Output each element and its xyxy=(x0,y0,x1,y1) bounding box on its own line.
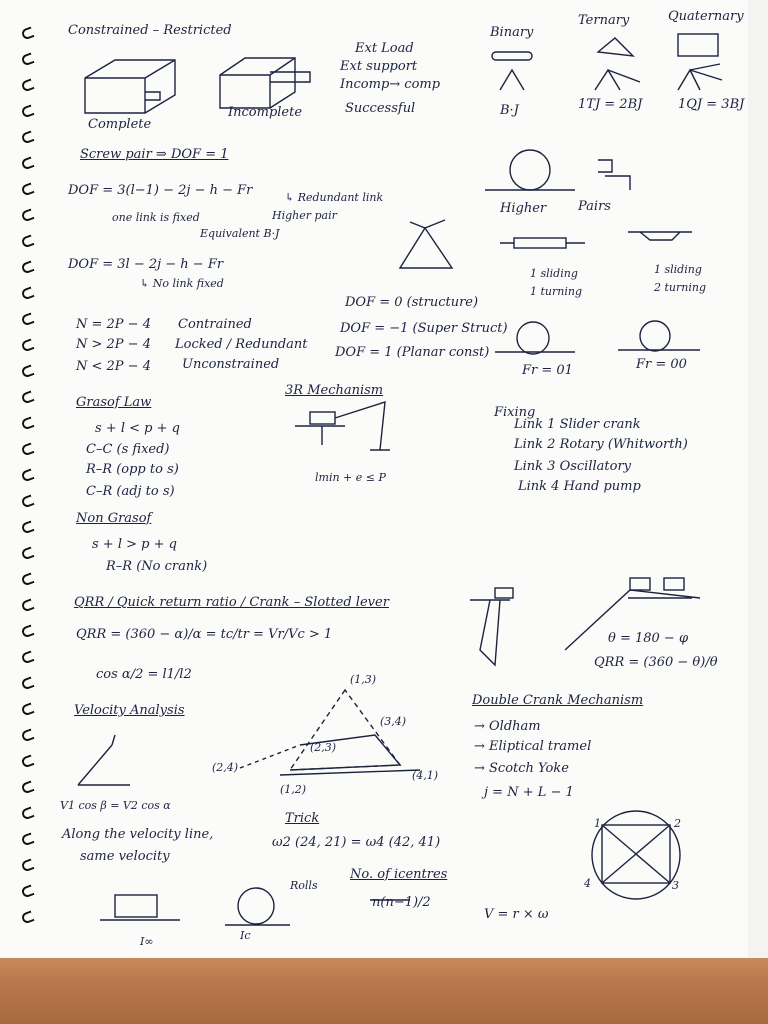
cr-case: C–R (adj to s) xyxy=(86,484,175,499)
rr-no-crank: R–R (No crank) xyxy=(106,559,208,574)
along-velocity-line: Along the velocity line, xyxy=(62,827,214,842)
no-link-fixed: ↳ No link fixed xyxy=(140,277,224,290)
rolls-label: Rolls xyxy=(290,879,318,892)
icentre-23: (2,3) xyxy=(310,741,337,754)
no-of-icentres: No. of icentres xyxy=(350,867,448,882)
ternary-equivalence: 1TJ = 2BJ xyxy=(578,97,643,112)
fixing-heading: Fixing xyxy=(494,405,536,420)
grasof-condition: s + l < p + q xyxy=(95,421,180,436)
non-grasof-condition: s + l > p + q xyxy=(92,537,177,552)
j-equation: j = N + L − 1 xyxy=(484,785,574,800)
n-eq-1: N = 2P − 4 xyxy=(76,317,151,332)
non-grasof-heading: Non Grasof xyxy=(76,511,152,526)
qrr-equation: QRR = (360 − α)/α = tc/tr = Vr/Vc > 1 xyxy=(76,627,333,642)
qrr-equation-2: QRR = (360 − θ)/θ xyxy=(594,655,718,670)
icentre-24: (2,4) xyxy=(212,761,239,774)
ternary-label: Ternary xyxy=(578,13,630,28)
corner-3: 3 xyxy=(672,879,679,892)
sliding-1: 1 sliding xyxy=(530,267,578,280)
incomp-comp: Incomp→ comp xyxy=(340,77,441,92)
velocity-heading: Velocity Analysis xyxy=(74,703,185,718)
v-equation: V = r × ω xyxy=(484,907,549,922)
scotch-yoke: → Scotch Yoke xyxy=(474,761,569,776)
equivalent-bj: Equivalent B·J xyxy=(200,227,280,240)
turning-2: 2 turning xyxy=(654,281,706,294)
same-velocity: same velocity xyxy=(80,849,170,864)
corner-4: 4 xyxy=(584,877,591,890)
ext-support: Ext support xyxy=(340,59,418,74)
link4-inversion: Link 4 Hand pump xyxy=(518,479,641,494)
cos-equation: cos α/2 = l1/l2 xyxy=(96,667,192,682)
successful: Successful xyxy=(345,101,416,116)
cc-case: C–C (s fixed) xyxy=(86,442,170,457)
wooden-table xyxy=(0,958,768,1024)
bj-label: B·J xyxy=(500,103,519,118)
icentre-13: (1,3) xyxy=(350,673,377,686)
sliding-2: 1 sliding xyxy=(654,263,702,276)
constrained-label: Contrained xyxy=(178,317,252,332)
i-infinity: I∞ xyxy=(140,935,154,948)
dof-formula-1: DOF = 3(l−1) − 2j − h − Fr xyxy=(68,183,253,198)
corner-1: 1 xyxy=(594,817,601,830)
n-eq-3: N < 2P − 4 xyxy=(76,359,151,374)
velocity-cos-eq: V1 cos β = V2 cos α xyxy=(60,799,171,812)
higher-pair-note: Higher pair xyxy=(272,209,337,222)
grasof-law-heading: Grasof Law xyxy=(76,395,152,410)
omega-equation: ω2 (24, 21) = ω4 (42, 41) xyxy=(272,835,441,850)
dof-formula-2: DOF = 3l − 2j − h − Fr xyxy=(68,257,224,272)
binary-label: Binary xyxy=(490,25,534,40)
quaternary-label: Quaternary xyxy=(668,9,744,24)
turning-1: 1 turning xyxy=(530,285,582,298)
redundant-link: ↳ Redundant link xyxy=(285,191,384,204)
dof-zero: DOF = 0 (structure) xyxy=(345,295,479,310)
constrained-heading: Constrained – Restricted xyxy=(68,23,232,38)
theta-equation: θ = 180 − φ xyxy=(608,631,689,646)
fr-01: Fr = 01 xyxy=(522,363,573,378)
icentre-34: (3,4) xyxy=(380,715,407,728)
corner-2: 2 xyxy=(674,817,681,830)
icentre-12: (1,2) xyxy=(280,783,307,796)
screw-pair: Screw pair ⇒ DOF = 1 xyxy=(80,147,229,162)
pairs-label: Pairs xyxy=(578,199,611,214)
link1-inversion: Link 1 Slider crank xyxy=(514,417,641,432)
trick-heading: Trick xyxy=(285,811,320,826)
dof-minus-one: DOF = −1 (Super Struct) xyxy=(340,321,508,336)
quaternary-equivalence: 1QJ = 3BJ xyxy=(678,97,745,112)
n-eq-2: N > 2P − 4 xyxy=(76,337,151,352)
oldham: → Oldham xyxy=(474,719,541,734)
one-link-fixed: one link is fixed xyxy=(112,211,200,224)
link3-inversion: Link 3 Oscillatory xyxy=(514,459,632,474)
complete-label: Complete xyxy=(88,117,152,132)
three-r-heading: 3R Mechanism xyxy=(285,383,384,398)
ic-label: Ic xyxy=(240,929,251,942)
higher-label: Higher xyxy=(500,201,547,216)
link2-inversion: Link 2 Rotary (Whitworth) xyxy=(514,437,688,452)
ext-load: Ext Load xyxy=(355,41,414,56)
elliptical-trammel: → Eliptical tramel xyxy=(474,739,592,754)
incomplete-label: Incomplete xyxy=(228,105,303,120)
lmin-condition: lmin + e ≤ P xyxy=(315,471,386,484)
fr-00: Fr = 00 xyxy=(636,357,687,372)
icentre-41: (4,1) xyxy=(412,769,439,782)
unconstrained-label: Unconstrained xyxy=(182,357,280,372)
rr-case: R–R (opp to s) xyxy=(86,462,179,477)
double-crank-heading: Double Crank Mechanism xyxy=(472,693,644,708)
locked-label: Locked / Redundant xyxy=(175,337,308,352)
icentre-formula: n(n−1)/2 xyxy=(372,895,431,910)
qrr-heading: QRR / Quick return ratio / Crank – Slotted lever xyxy=(74,595,389,610)
dof-plus-one: DOF = 1 (Planar const) xyxy=(335,345,490,360)
